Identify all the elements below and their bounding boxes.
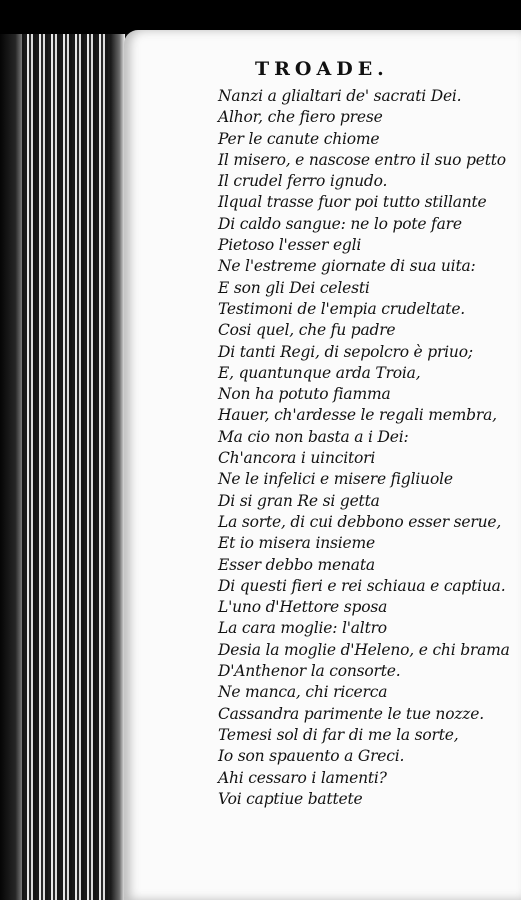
verse-line: L'uno d'Hettore sposa (218, 598, 388, 617)
verse-line: Il misero, e nascose entro il suo petto (218, 150, 506, 169)
verse-line: Di questi fieri e rei schiaua e captiua. (218, 576, 506, 595)
verse-text (218, 86, 510, 810)
verse-line: Et io misera insieme (218, 534, 375, 553)
verse-line: Per le canute chiome (218, 129, 380, 148)
verse-line: Ma cio non basta a i Dei: (218, 427, 409, 446)
verse-line: Ch'ancora i uincitori (218, 449, 376, 468)
verse-line: Ne l'estreme giornate di sua uita: (218, 257, 476, 276)
book-binding-edge (0, 0, 125, 900)
verse-line: Di tanti Regi, di sepolcro è priuo; (218, 342, 473, 361)
book-spine-shadow (0, 0, 22, 900)
scan-border-top (0, 0, 521, 34)
verse-line: Non ha potuto fiamma (218, 385, 391, 404)
verse-line: Ahi cessaro i lamenti? (218, 768, 387, 787)
verse-line: Alhor, che fiero prese (218, 108, 383, 127)
verse-line: Cassandra parimente le tue nozze. (218, 704, 484, 723)
verse-line: Di si gran Re si getta (218, 491, 380, 510)
verse-line: Temesi sol di far di me la sorte, (218, 725, 459, 744)
verse-line: E, quantunque arda Troia, (218, 363, 421, 382)
verse-line: Ne le infelici e misere figliuole (218, 470, 453, 489)
verse-line: Voi captiue battete (218, 789, 363, 808)
verse-line: Di caldo sangue: ne lo pote fare (218, 214, 462, 233)
verse-line: Ne manca, chi ricerca (218, 683, 388, 702)
page-gutter (111, 0, 125, 900)
verse-line: Io son spauento a Greci. (218, 747, 405, 766)
verse-line: Pietoso l'esser egli (218, 236, 362, 255)
verse-line: E son gli Dei celesti (218, 278, 370, 297)
verse-line: D'Anthenor la consorte. (218, 662, 401, 681)
verse-line: Esser debbo menata (218, 555, 375, 574)
verse-line: Nanzi a glialtari de' sacrati Dei. (218, 87, 462, 105)
verse-line: Hauer, ch'ardesse le regali membra, (218, 406, 497, 425)
verse-line: Desia la moglie d'Heleno, e chi brama (218, 640, 510, 659)
verse-line: La sorte, di cui debbono esser serue, (218, 512, 502, 531)
running-head: TROADE. (255, 58, 389, 80)
verse-line: Il crudel ferro ignudo. (218, 172, 388, 191)
verse-line: Cosi quel, che fu padre (218, 321, 396, 340)
verse-line: Ilqual trasse fuor poi tutto stillante (218, 193, 487, 212)
verse-line: Testimoni de l'empia crudeltate. (218, 299, 466, 318)
verse-line: La cara moglie: l'altro (218, 619, 387, 638)
